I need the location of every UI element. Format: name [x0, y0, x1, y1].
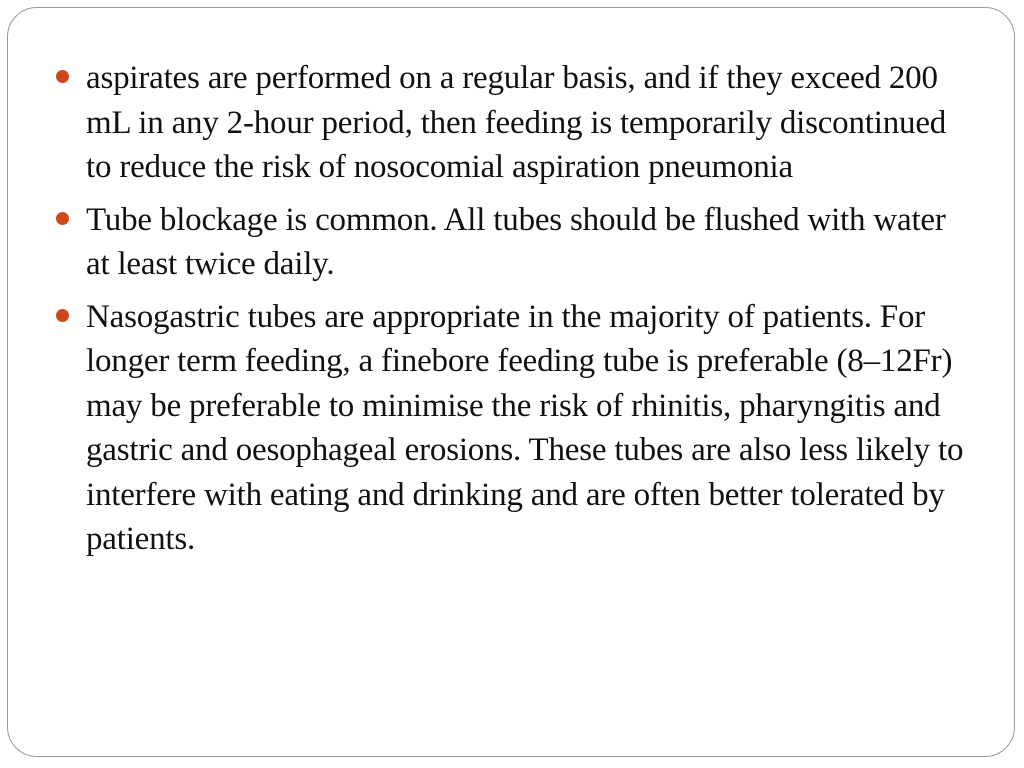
bullet-text: Tube blockage is common. All tubes should be flushed with water at least twice daily. [86, 201, 946, 282]
bullet-list [86, 56, 966, 570]
bullet-item-nasogastric [86, 295, 966, 562]
bullet-text: Nasogastric tubes are appropriate in the majority of patients. For longer term feeding, a finebore feeding tube is preferable (8–12Fr) may be preferable to minimise the risk of rhinitis, pharyngitis and gastric and oesophageal erosions. These tubes are also less likely to interfere with eating and drinking and are often better tolerated by patients. [86, 298, 964, 557]
bullet-dot-icon [56, 212, 69, 225]
bullet-item-aspirates [86, 56, 966, 190]
bullet-dot-icon [56, 309, 69, 322]
bullet-text: aspirates are performed on a regular basis, and if they exceed 200 mL in any 2-hour period, then feeding is temporarily discontinued to reduce the risk of nosocomial aspiration pneumonia [86, 60, 947, 185]
bullet-item-tube-blockage [86, 198, 966, 287]
bullet-dot-icon [56, 70, 69, 83]
